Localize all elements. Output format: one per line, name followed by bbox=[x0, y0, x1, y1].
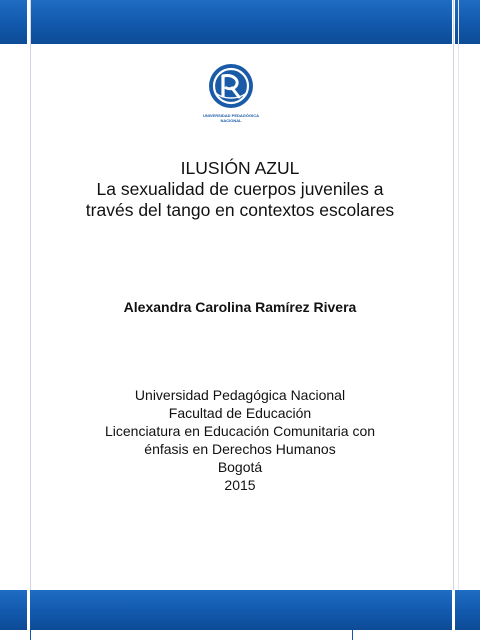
page-border-right bbox=[453, 0, 454, 640]
footer-tick-right bbox=[352, 630, 353, 640]
institution-block bbox=[40, 386, 440, 494]
footer-band-divider-left bbox=[27, 590, 30, 630]
title-line1: ILUSIÓN AZUL bbox=[180, 158, 300, 178]
faculty-name: Facultad de Educación bbox=[168, 405, 312, 421]
program-line1: Licenciatura en Educación Comunitaria con bbox=[104, 423, 376, 439]
page-border-right-outer bbox=[458, 0, 459, 640]
footer-strip bbox=[0, 630, 480, 640]
footer-band-divider-right bbox=[452, 590, 455, 630]
footer-band bbox=[0, 590, 480, 630]
university-name: Universidad Pedagógica Nacional bbox=[134, 387, 346, 403]
program-line2: énfasis en Derechos Humanos bbox=[144, 441, 336, 457]
page-border-left bbox=[30, 0, 31, 640]
year: 2015 bbox=[224, 477, 256, 493]
title-line3: través del tango en contextos escolares bbox=[85, 200, 395, 220]
logo-caption-line1: UNIVERSIDAD PEDAGÓGICA bbox=[202, 113, 259, 118]
header-band bbox=[0, 0, 480, 44]
thesis-title bbox=[40, 158, 440, 221]
author-name: Alexandra Carolina Ramírez Rivera bbox=[123, 299, 357, 315]
title-line2: La sexualidad de cuerpos juveniles a bbox=[96, 179, 384, 199]
footer-tick-left bbox=[30, 630, 31, 640]
logo-caption-line2: NACIONAL bbox=[220, 118, 242, 123]
logo-caption bbox=[196, 113, 266, 123]
city: Bogotá bbox=[217, 459, 263, 475]
